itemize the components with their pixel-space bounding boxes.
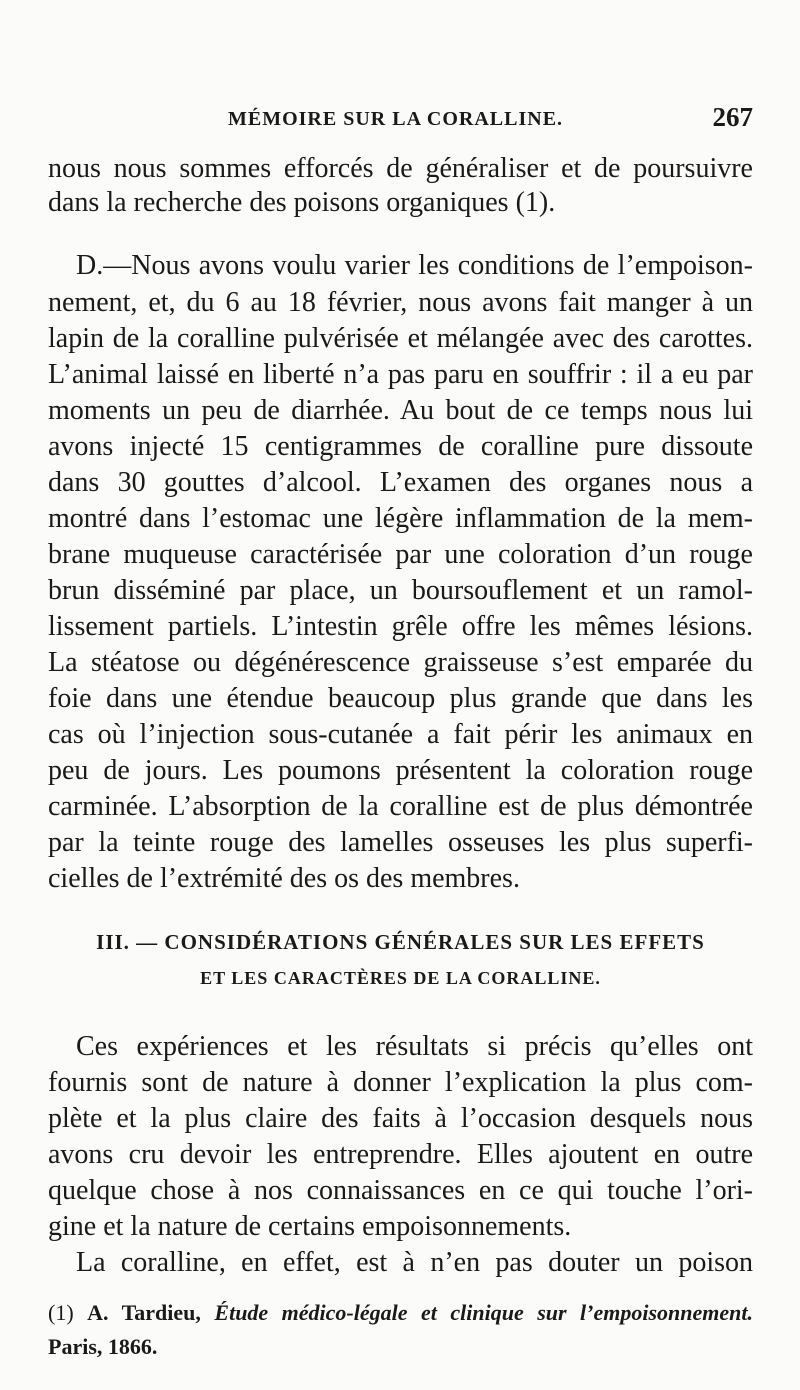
footnote-line-1 (48, 1300, 753, 1326)
footnote-marker: (1) (48, 1300, 74, 1325)
section-body-line: avons cru devoir les entreprendre. Elles ajoutent en outre (48, 1139, 753, 1170)
body-line: par la teinte rouge des lamelles osseuses les plus superfi- (48, 827, 753, 858)
page-number: 267 (712, 102, 753, 132)
running-title: MÉMOIRE SUR LA CORALLINE. (228, 108, 564, 130)
body-line: nous nous sommes efforcés de généraliser et de poursuivre (48, 153, 753, 184)
body-line: La stéatose ou dégénérescence graisseuse s’est emparée du (48, 647, 753, 678)
body-line: brun disséminé par place, un boursouflement et un ramol- (48, 575, 753, 606)
body-line: avons injecté 15 centigrammes de coralline pure dissoute (48, 431, 753, 462)
body-line: nement, et, du 6 au 18 février, nous avons fait manger à un (48, 287, 753, 318)
body-line: peu de jours. Les poumons présentent la coloration rouge (48, 755, 753, 786)
footnote-work: Étude médico-légale et clinique sur l’empoisonnement. (214, 1300, 753, 1325)
body-line: L’animal laissé en liberté n’a pas paru en souffrir : il a eu par (48, 359, 753, 390)
section-body-line: quelque chose à nos connaissances en ce qui touche l’ori- (48, 1175, 753, 1206)
body-line: dans la recherche des poisons organiques (1). (48, 187, 556, 218)
section-body-line: Ces expériences et les résultats si précis qu’elles ont (76, 1031, 753, 1062)
footnote-place-year: Paris, 1866. (48, 1334, 158, 1359)
section-body-line: plète et la plus claire des faits à l’occasion desquels nous (48, 1103, 753, 1134)
footnote-author: A. Tardieu, (87, 1300, 201, 1325)
body-line: brane muqueuse caractérisée par une coloration d’un rouge (48, 539, 753, 570)
body-line: dans 30 gouttes d’alcool. L’examen des organes nous a (48, 467, 753, 498)
section-title-line-2: ET LES CARACTÈRES DE LA CORALLINE. (200, 968, 601, 988)
section-body-line: gine et la nature de certains empoisonnements. (48, 1211, 572, 1242)
section-body-line: La coralline, en effet, est à n’en pas douter un poison (76, 1247, 753, 1278)
body-line: D.—Nous avons voulu varier les conditions de l’empoison- (76, 250, 753, 281)
body-line: montré dans l’estomac une légère inflammation de la mem- (48, 503, 753, 534)
footnote-line-2 (48, 1334, 753, 1360)
body-line: cielles de l’extrémité des os des membres. (48, 863, 520, 894)
section-title-line-1: III. — CONSIDÉRATIONS GÉNÉRALES SUR LES EFFETS (96, 930, 705, 954)
body-line: lissement partiels. L’intestin grêle offre les mêmes lésions. (48, 611, 753, 642)
section-body-line: fournis sont de nature à donner l’explication la plus com- (48, 1067, 753, 1098)
body-line: lapin de la coralline pulvérisée et mélangée avec des carottes. (48, 323, 753, 354)
body-line: foie dans une étendue beaucoup plus grande que dans les (48, 683, 753, 714)
page-header (48, 100, 753, 140)
body-line: carminée. L’absorption de la coralline est de plus démontrée (48, 791, 753, 822)
body-line: moments un peu de diarrhée. Au bout de ce temps nous lui (48, 395, 753, 426)
body-line: cas où l’injection sous-cutanée a fait périr les animaux en (48, 719, 753, 750)
